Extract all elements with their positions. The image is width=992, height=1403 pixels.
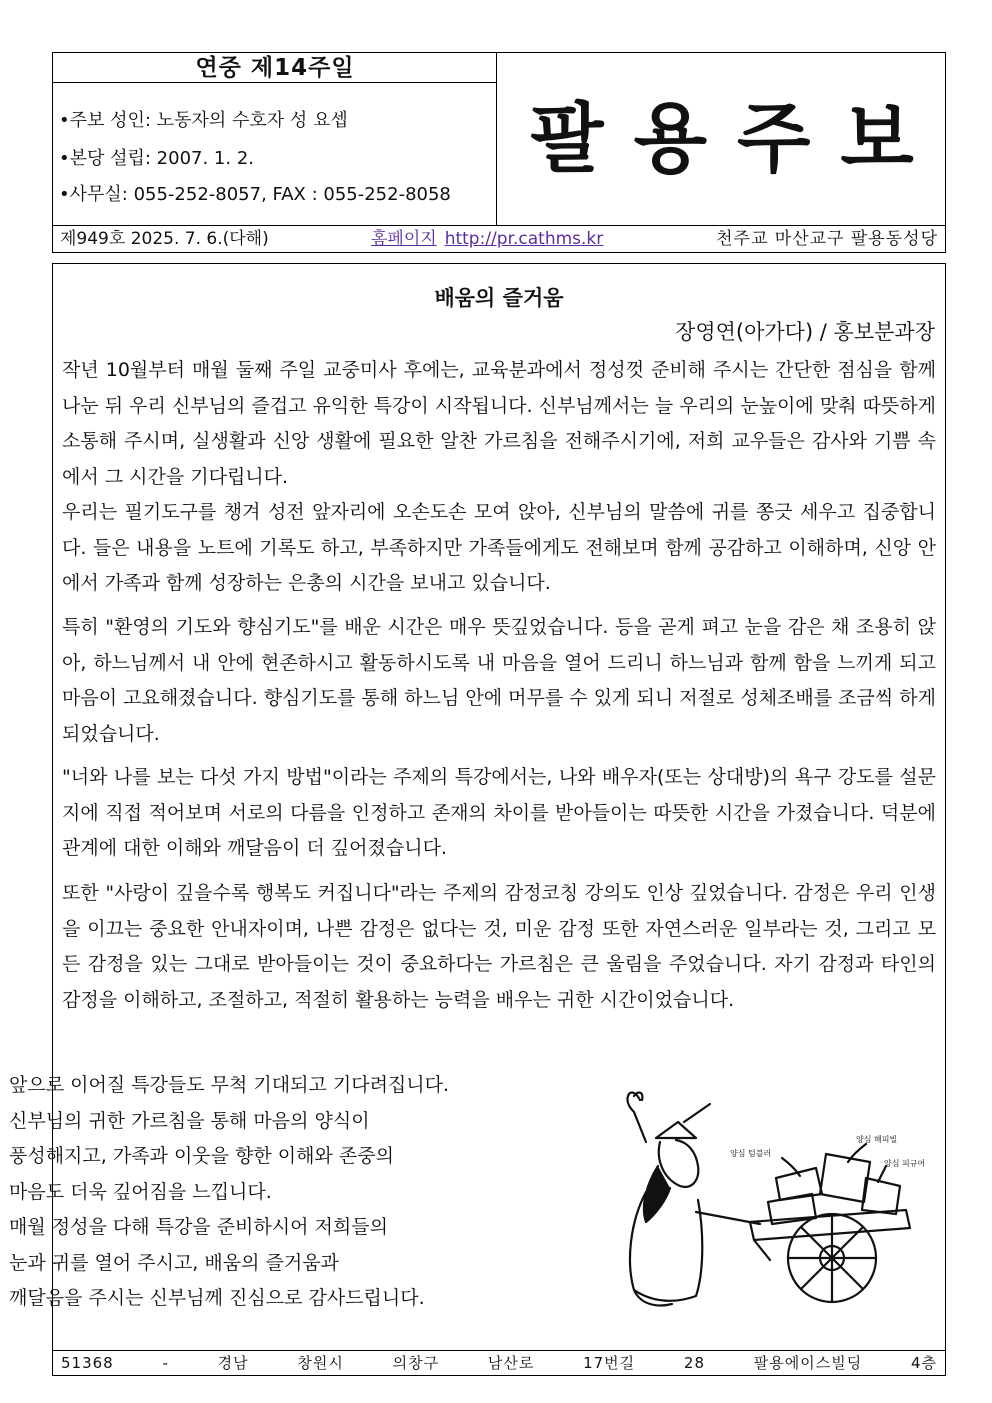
issue-number-date: 제949호 2025. 7. 6.(다해) bbox=[60, 229, 269, 249]
masthead-info-panel bbox=[53, 53, 497, 225]
patron-saint: •주보 성인: 노동자의 수호자 성 요셉 bbox=[59, 110, 348, 131]
parish-name: 천주교 마산교구 팔용동성당 bbox=[716, 229, 938, 249]
homepage-label[interactable]: 홈페이지 bbox=[371, 229, 437, 249]
paragraph-text: 특히 "환영의 기도와 향심기도"를 배운 시간은 매우 뜻깊었습니다. 등을 곧게 펴고 눈을 감은 채 조용히 앉아, 하느님께서 내 안에 현존하시고 활동하시도록 내 마음을 열어 드리니 하느님과 함께 함을 느끼게 되고 마음이 고요해졌습니다. 향심기도를 통해 하느님 안에 머무를 수 있게 되니 저절로 성체조배를 조금씩 하게 되었습니다. bbox=[62, 616, 936, 745]
office-contact: •사무실: 055-252-8057, FAX : 055-252-8058 bbox=[59, 184, 451, 205]
paragraph-text: 또한 "사랑이 깊을수록 행복도 커집니다"라는 주제의 감정코칭 강의도 인상 깊었습니다. 감정은 우리 인생을 이끄는 중요한 안내자이며, 나쁜 감정은 없다는 것, 미운 감정 또한 자연스러운 일부라는 것, 그리고 모든 감정을 있는 그대로 받아들이는 것이 중요하다는 가르침은 큰 울림을 주었습니다. 자기 감정과 타인의 감정을 이해하고, 조절하고, 적절히 활용하는 능력을 배우는 귀한 시간이었습니다. bbox=[62, 882, 936, 1011]
article-paragraph-3 bbox=[62, 760, 936, 867]
article-paragraph-2 bbox=[62, 610, 936, 752]
closing-line: 깨달음을 주시는 신부님께 진심으로 감사드립니다. bbox=[9, 1287, 425, 1309]
cart-illustration bbox=[600, 1082, 940, 1322]
parish-founded-date: •본당 설립: 2007. 1. 2. bbox=[59, 148, 254, 169]
article-author: 장영연(아가다) / 홍보분과장 bbox=[675, 320, 935, 344]
illustration-label-3: 양심 피규어 bbox=[884, 1159, 926, 1168]
homepage-link[interactable] bbox=[371, 226, 603, 252]
paragraph-text: "너와 나를 보는 다섯 가지 방법"이라는 주제의 특강에서는, 나와 배우자(또는 상대방)의 욕구 강도를 설문지에 직접 적어보며 서로의 다름을 인정하고 존재의 차이를 받아들이는 따뜻한 시간을 가졌습니다. 덕분에 관계에 대한 이해와 깨달음이 더 깊어졌습니다. bbox=[62, 766, 936, 859]
closing-line: 매월 정성을 다해 특강을 준비하시어 저희들의 bbox=[9, 1216, 388, 1238]
article-paragraph-1 bbox=[62, 353, 936, 602]
bulletin-title: 팔용주보 bbox=[530, 94, 944, 183]
closing-line: 마음도 더욱 깊어짐을 느낍니다. bbox=[9, 1180, 272, 1203]
masthead bbox=[52, 52, 946, 226]
illustration-label-2: 양심 해피빌 bbox=[856, 1135, 898, 1144]
liturgical-season: 연중 제14주일 bbox=[53, 53, 497, 83]
paragraph-text: 작년 10월부터 매월 둘째 주일 교중미사 후에는, 교육분과에서 정성껏 준비해 주시는 간단한 점심을 함께 나눈 뒤 우리 신부님의 즐겁고 유익한 특강이 시작됩니다. 신부님께서는 늘 우리의 눈높이에 맞춰 따뜻하게 소통해 주시며, 실생활과 신앙 생활에 필요한 알찬 가르침을 전해주시기에, 저희 교우들은 감사와 기쁨 속에서 그 시간을 기다립니다. bbox=[62, 359, 936, 488]
illustration-label-1: 양심 텀블러 bbox=[730, 1149, 772, 1158]
closing-line: 앞으로 이어질 특강들도 무척 기대되고 기다려집니다. bbox=[9, 1074, 450, 1096]
article-title: 배움의 즐거움 bbox=[434, 286, 564, 310]
closing-line: 신부님의 귀한 가르침을 통해 마음의 양식이 bbox=[9, 1109, 370, 1132]
homepage-url[interactable]: http://pr.cathms.kr bbox=[444, 229, 604, 249]
footer-address: 51368 - 경남 창원시 의창구 남산로 17번길 28 팔용에이스빌딩 4층 bbox=[52, 1350, 946, 1376]
closing-paragraph bbox=[9, 1068, 449, 1317]
paragraph-text: 우리는 필기도구를 챙겨 성전 앞자리에 오손도손 모여 앉아, 신부님의 말씀에 귀를 쫑긋 세우고 집중합니다. 들은 내용을 노트에 기록도 하고, 부족하지만 가족들에게도 전해보며 함께 공감하고 이해하며, 신앙 안에서 가족과 함께 성장하는 은총의 시간을 보내고 있습니다. bbox=[62, 501, 936, 594]
issue-bar bbox=[52, 226, 946, 253]
closing-line: 눈과 귀를 열어 주시고, 배움의 즐거움과 bbox=[9, 1251, 339, 1274]
closing-line: 풍성해지고, 가족과 이웃을 향한 이해와 존중의 bbox=[9, 1145, 394, 1167]
article-paragraph-4 bbox=[62, 876, 936, 1018]
